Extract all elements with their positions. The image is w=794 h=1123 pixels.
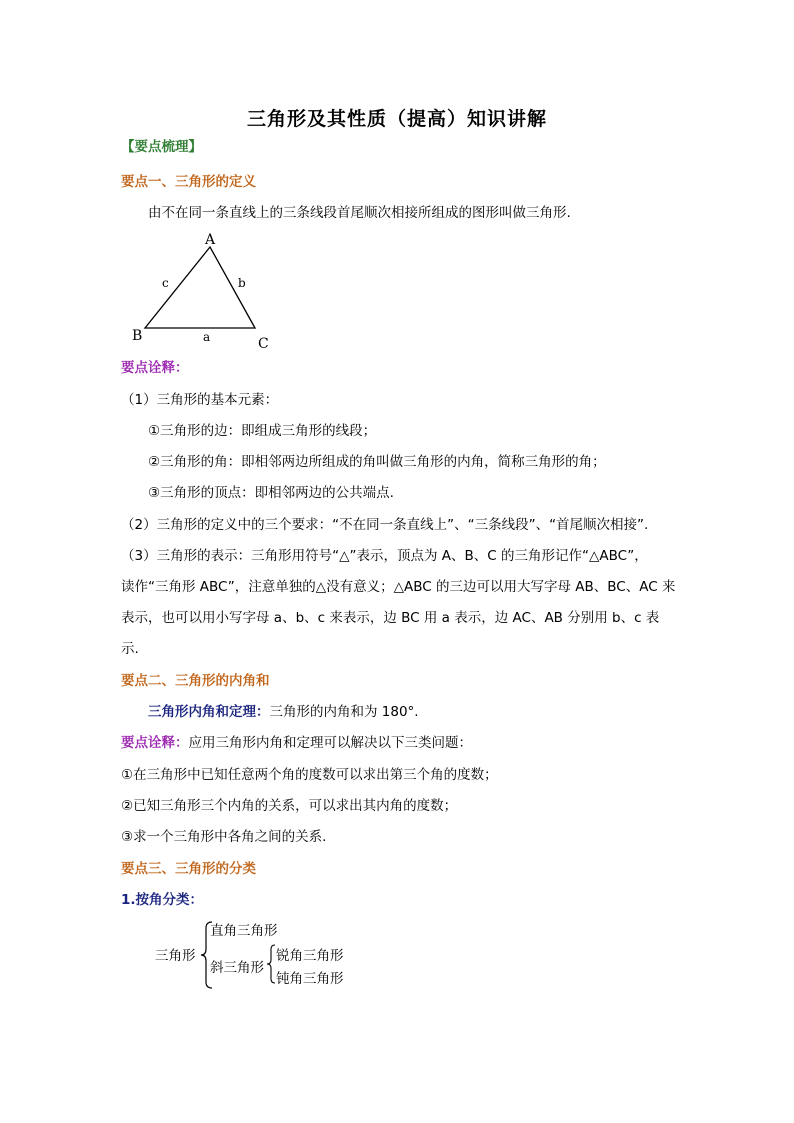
note-line-3d: 示. [121,641,139,657]
side-label-c: c [162,276,169,290]
note-line-3a: （3）三角形的表示：三角形用符号“△”表示，顶点为 A、B、C 的三角形记作“△ABC”， [121,548,648,564]
classification-subheading: 1.按角分类： [121,892,204,908]
heading-point-3: 要点三、三角形的分类 [121,861,256,877]
note-line-1a: ①三角形的边：即组成三角形的线段； [148,423,377,439]
class-obtuse-label: 钝角三角形 [276,971,344,987]
heading-point-1: 要点一、三角形的定义 [121,174,256,190]
class-oblique-label: 斜三角形 [210,960,264,976]
brace-inner-icon [266,943,276,985]
theorem-line [148,702,419,722]
problem-item-1: ①在三角形中已知任意两个角的度数可以求出第三个角的度数； [121,767,498,783]
note-line-3b: 读作“三角形 ABC”，注意单独的△没有意义；△ABC 的三边可以用大写字母 AB、BC、AC 来 [121,579,676,595]
note-text-2: 应用三角形内角和定理可以解决以下三类问题： [188,735,472,751]
note-heading-2: 要点诠释： [121,735,189,751]
note-line-3c: 表示，也可以用小写字母 a、b、c 来表示，边 BC 用 a 表示，边 AC、AB 分别用 b、c 表 [121,610,660,626]
theorem-text: 三角形的内角和为 180°. [269,704,419,720]
note-line-2-intro [121,733,472,753]
problem-item-3: ③求一个三角形中各角之间的关系. [121,829,327,845]
side-label-b: b [238,276,246,290]
note-heading-1: 要点诠释： [121,360,189,376]
side-label-a: a [203,330,211,344]
vertex-label-a: A [205,232,216,248]
triangle-figure [118,232,278,356]
heading-point-2: 要点二、三角形的内角和 [121,673,270,689]
class-acute-label: 锐角三角形 [276,948,344,964]
note-line-1b: ②三角形的角：即相邻两边所组成的角叫做三角形的内角，简称三角形的角； [148,454,606,470]
note-line-1c: ③三角形的顶点：即相邻两边的公共端点. [148,485,394,501]
note-line-1: （1）三角形的基本元素： [121,392,279,408]
vertex-label-c: C [258,336,269,352]
vertex-label-b: B [132,328,143,344]
class-right-label: 直角三角形 [210,923,278,939]
problem-item-2: ②已知三角形三个内角的关系，可以求出其内角的度数； [121,798,458,814]
theorem-label: 三角形内角和定理： [148,704,270,720]
definition-text: 由不在同一条直线上的三条线段首尾顺次相接所组成的图形叫做三角形. [148,205,571,221]
class-root-label: 三角形 [155,948,196,964]
section-header: 【要点梳理】 [121,139,202,155]
page-title: 三角形及其性质（提高）知识讲解 [246,108,547,130]
note-line-2: （2）三角形的定义中的三个要求：“不在同一条直线上”、“三条线段”、“首尾顺次相接”. [121,517,649,533]
